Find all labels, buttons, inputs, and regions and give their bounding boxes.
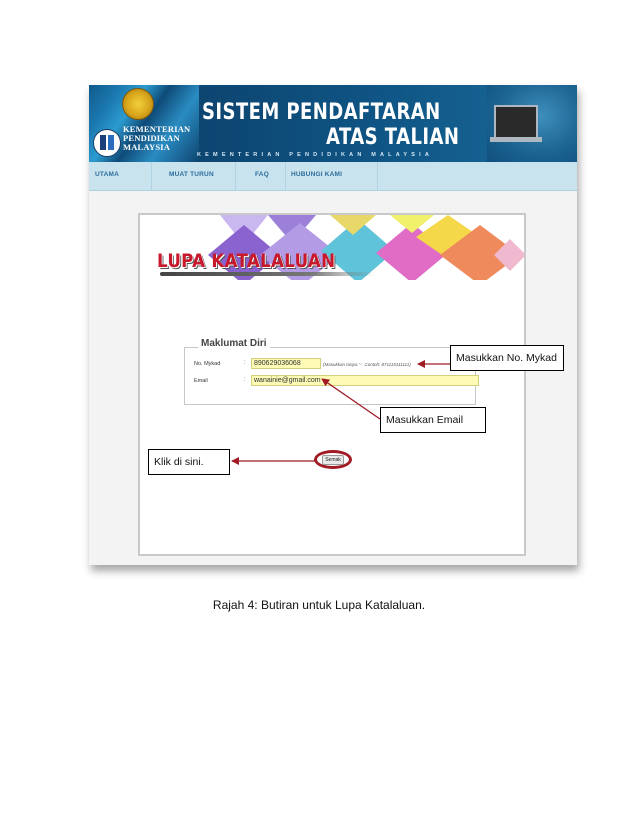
mykad-label: No. Mykad — [194, 361, 221, 367]
ministry-line: KEMENTERIAN — [123, 124, 191, 134]
coat-of-arms-icon — [122, 88, 154, 120]
forgot-password-panel — [138, 213, 526, 556]
semak-button[interactable]: Semak — [322, 455, 344, 465]
email-label: Email — [194, 378, 208, 384]
ministry-line: PENDIDIKAN — [123, 133, 180, 143]
title-underline — [160, 272, 375, 276]
laptop-illustration-icon — [494, 105, 538, 139]
nav-divider — [151, 162, 152, 190]
email-callout: Masukkan Email — [380, 407, 486, 433]
page-title: LUPA KATALALUAN — [157, 250, 336, 272]
nav-item-utama[interactable]: UTAMA — [95, 171, 119, 178]
mykad-hint: (Masukkan tanpa '-'. Contoh: 871115111111) — [323, 362, 411, 367]
ministry-line: MALAYSIA — [123, 142, 171, 152]
ministry-tagline: KEMENTERIAN PENDIDIKAN MALAYSIA — [197, 152, 434, 158]
figure-caption: Rajah 4: Butiran untuk Lupa Katalaluan. — [212, 598, 426, 612]
system-title-line2: ATAS TALIAN — [326, 125, 460, 150]
nav-divider — [235, 162, 236, 190]
field-colon: : — [244, 377, 246, 383]
nav-item-faq[interactable]: FAQ — [255, 171, 269, 178]
main-nav — [89, 162, 577, 191]
system-title-line1: SISTEM PENDAFTARAN — [202, 100, 441, 125]
nav-item-muat-turun[interactable]: MUAT TURUN — [169, 171, 214, 178]
email-input[interactable]: wanainie@gmail.com — [251, 375, 479, 386]
click-callout: Klik di sini. — [148, 449, 230, 475]
mykad-callout: Masukkan No. Mykad — [450, 345, 564, 371]
screenshot-figure — [89, 85, 577, 565]
nav-divider — [285, 162, 286, 190]
ministry-logo-icon — [93, 129, 121, 157]
mykad-input[interactable]: 890629036068 — [251, 358, 321, 369]
field-colon: : — [244, 360, 246, 366]
nav-item-hubungi-kami[interactable]: HUBUNGI KAMI — [291, 171, 343, 178]
header-banner — [89, 85, 577, 162]
ministry-name — [123, 125, 190, 152]
nav-divider — [377, 162, 378, 190]
fieldset-legend: Maklumat Diri — [198, 338, 270, 349]
